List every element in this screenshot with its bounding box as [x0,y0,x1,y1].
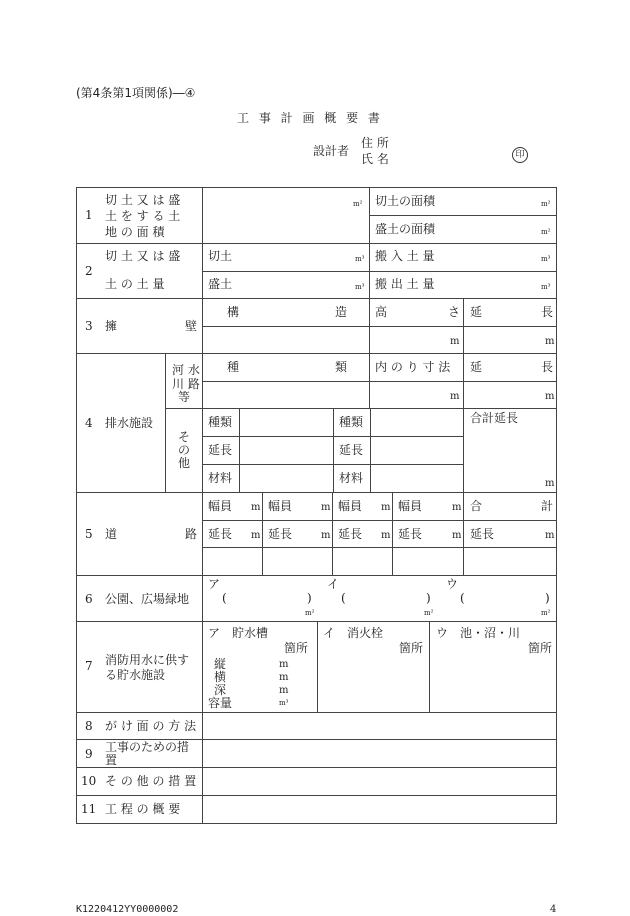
fill-volume-label: 盛土 [208,277,233,291]
field-label: 材料 [339,471,364,485]
row-label: が け 面 の 方 法 [105,719,197,733]
field-label: 幅員 [398,499,423,513]
table-rule [239,408,240,492]
table-rule [202,520,557,521]
table-rule [333,408,334,492]
dimension-label: 横 [214,670,227,684]
unit-label: m [381,530,391,541]
cut-area-label: 切土の面積 [375,194,436,208]
river-label-line: 河 水 [172,363,200,377]
table-rule [76,575,557,576]
address-label: 住 所 [361,136,389,150]
unit-label: m [452,530,462,541]
column-header: 長 [541,305,554,319]
open-paren: ( [222,591,227,605]
column-header: 内 の り 寸 法 [375,360,451,374]
unit-label: m [321,530,331,541]
table-rule [556,187,557,824]
field-label: 幅員 [338,499,363,513]
other-label-line: そ [178,430,191,444]
field-label: 延長 [208,527,233,541]
unit-label: m [321,502,331,513]
column-header: 構 [227,305,240,319]
count-label: 箇所 [399,641,424,655]
row-number: 6 [85,592,93,606]
table-rule [202,187,203,824]
row-label-line: 地 の 面 積 [105,225,165,239]
total-label: 合 [470,499,483,513]
row-label: 公園、広場緑地 [105,592,190,606]
field-label: 延長 [339,443,364,457]
table-rule [76,187,557,188]
table-rule [76,187,77,824]
table-rule [165,408,557,409]
table-rule [76,298,557,299]
row-label: 工 程 の 概 要 [105,802,181,816]
row-label-line: 工事のための措 [105,740,190,754]
row-number: 11 [81,802,97,816]
table-rule [463,298,464,353]
seal-mark: 印 [512,147,528,163]
row-number: 9 [85,747,93,761]
unit-label: m² [353,200,363,208]
unit-label: m [279,659,289,670]
table-rule [165,353,166,492]
unit-label: m [279,672,289,683]
column-header: 高 [375,305,388,319]
dimension-label: 深 [214,683,227,697]
river-label-line: 川 路 [172,377,200,391]
open-paren: ( [341,591,346,605]
unit-label: m² [541,609,551,617]
unit-label: m³ [541,283,551,291]
count-label: 箇所 [528,641,553,655]
row-label: 排水施設 [105,416,154,430]
unit-label: m [450,336,460,347]
river-label-line: 等 [178,390,191,404]
row-number: 5 [85,527,93,541]
row-label-line: 土 の 土 量 [105,277,165,291]
table-rule [202,271,557,272]
table-rule [202,381,557,382]
row-number: 2 [85,264,93,278]
document-title: 工 事 計 画 概 要 書 [237,111,383,125]
row-number: 1 [85,208,93,222]
field-label: 幅員 [268,499,293,513]
item-a-label: ア [208,577,221,591]
table-rule [369,243,370,298]
row-number: 4 [85,416,93,430]
table-rule [76,767,557,768]
field-label: 延長 [208,443,233,457]
table-rule [463,492,464,575]
row-number: 10 [81,774,97,788]
field-label: 延長 [398,527,423,541]
row-label-line: 切 土 又 は 盛 [105,193,181,207]
row-label-line: 切 土 又 は 盛 [105,249,181,263]
designer-label: 設計者 [313,144,350,158]
unit-label: m [251,502,261,513]
table-rule [429,621,430,712]
carry-out-label: 搬 出 土 量 [375,277,435,291]
unit-label: m³ [355,283,365,291]
table-rule [369,353,370,408]
unit-label: m [279,685,289,696]
cut-volume-label: 切土 [208,249,233,263]
page-number: 4 [550,904,557,915]
column-header: 造 [335,305,348,319]
open-paren: ( [460,591,465,605]
table-rule [369,215,557,216]
total-length-label: 合計延長 [470,411,519,425]
table-rule [392,492,393,575]
item-i-label: イ [327,577,340,591]
dimension-label: 縦 [214,657,227,671]
item-u-label: ウ [446,577,459,591]
unit-label: m² [305,609,315,617]
unit-label: m² [541,228,551,236]
table-rule [332,492,333,575]
row-number: 8 [85,719,93,733]
table-rule [369,298,370,353]
unit-label: m [381,502,391,513]
hydrant-label: イ 消火栓 [323,626,384,640]
row-label-part: 道 [105,527,118,541]
close-paren: ) [307,591,312,605]
unit-label: m [251,530,261,541]
unit-label: m [452,502,462,513]
unit-label: m² [541,200,551,208]
column-header: 延 [470,360,483,374]
row-label-part: 擁 [105,319,118,333]
row-label: そ の 他 の 措 置 [105,774,197,788]
table-rule [76,243,557,244]
count-label: 箇所 [284,641,309,655]
unit-label: m [450,391,460,402]
unit-label: m³ [355,255,365,263]
field-label: 延長 [268,527,293,541]
water-tank-label: ア 貯水槽 [208,626,269,640]
column-header: さ [448,305,461,319]
table-rule [202,326,557,327]
close-paren: ) [426,591,431,605]
total-label: 計 [541,499,554,513]
row-number: 3 [85,319,93,333]
carry-in-label: 搬 入 土 量 [375,249,435,263]
column-header: 延 [470,305,483,319]
table-rule [262,492,263,575]
column-header: 種 [227,360,240,374]
row-label-part: 壁 [185,319,198,333]
field-label: 延長 [338,527,363,541]
table-rule [76,823,557,824]
table-rule [76,492,557,493]
row-label-line: 土 を す る 土 [105,209,181,223]
other-label-line: 他 [178,456,191,470]
unit-label: m³ [541,255,551,263]
name-label: 氏 名 [361,152,389,166]
row-number: 7 [85,659,93,673]
pond-label: ウ 池・沼・川 [436,626,521,640]
column-header: 類 [335,360,348,374]
form-reference: (第4条第1項関係)―④ [76,86,196,100]
capacity-label: 容量 [208,696,233,710]
field-label: 種類 [339,415,364,429]
field-label: 幅員 [208,499,233,513]
unit-label: m² [424,609,434,617]
unit-label: m [545,391,555,402]
table-rule [463,353,464,492]
table-rule [370,408,371,492]
table-rule [76,353,557,354]
fill-area-label: 盛土の面積 [375,222,436,236]
row-label-line: 置 [105,753,118,767]
unit-label: m³ [279,699,289,707]
table-rule [202,547,557,548]
row-label-part: 路 [185,527,198,541]
row-label-line: る貯水施設 [105,668,166,682]
field-label: 延長 [470,527,495,541]
other-label-line: の [178,443,191,457]
table-rule [76,712,557,713]
table-rule [76,795,557,796]
row-label-line: 消防用水に供す [105,653,190,667]
unit-label: m [545,336,555,347]
document-code: K1220412YY0000002 [76,904,179,915]
table-rule [317,621,318,712]
column-header: 長 [541,360,554,374]
field-label: 材料 [208,471,233,485]
unit-label: m [545,478,555,489]
unit-label: m [545,530,555,541]
field-label: 種類 [208,415,233,429]
close-paren: ) [545,591,550,605]
